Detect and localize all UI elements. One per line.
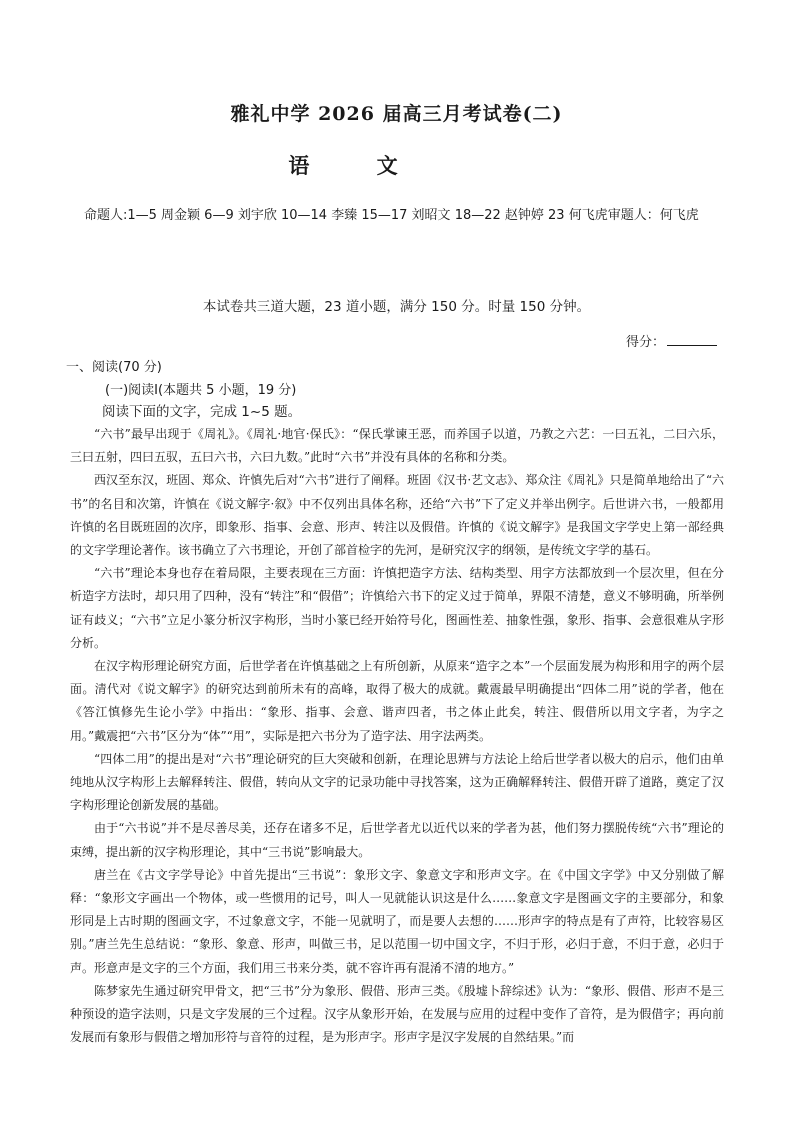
subsection-heading: (一)阅读Ⅰ(本题共 5 小题，19 分) <box>105 383 297 398</box>
exam-intro: 本试卷共三道大题，23 道小题，满分 150 分。时量 150 分钟。 <box>202 299 591 315</box>
score-label: 得分： <box>626 335 666 350</box>
passage-paragraph: 由于“六书说”并不是尽善尽美，还存在诸多不足，后世学者尤以近代以来的学者为甚，他们努力摆脱传统“六书”理论的束缚，提出新的汉字构形理论，其中“三书说”影响最大。 <box>70 821 724 859</box>
score-field <box>626 331 717 350</box>
exam-title: 雅礼中学 2026 届高三月考试卷(二) <box>230 103 563 125</box>
passage-paragraph: 西汉至东汉，班固、郑众、许慎先后对“六书”进行了阐释。班固《汉书·艺文志》、郑众注《周礼》只是简单地给出了“六书”的名目和次第，许慎在《说文解字·叙》中不仅列出具体名称，还给“六书”下了定义并举出例字。后世讲六书，一般都用许慎的名目既班固的次序，即象形、指事、会意、形声、转注以及假借。许慎的《说文解字》是我国文字学史上第一部经典的文字学理论著作。该书确立了六书理论，开创了部首检字的先河，是研究汉字的纲领，是传统文字学的基石。 <box>70 473 724 558</box>
authors-line: 命题人:1—5 周金颖 6—9 刘宇欣 10—14 李臻 15—17 刘昭文 18—22 赵钟婷 23 何飞虎审题人：何飞虎 <box>84 208 699 223</box>
score-blank <box>667 333 717 346</box>
passage-paragraph: “六书”理论本身也存在着局限，主要表现在三方面：许慎把造字方法、结构类型、用字方法都放到一个层次里，但在分析造字方法时，却只用了四种，没有“转注”和“假借”；许慎给六书下的定义过于简单，界限不清楚，意义不够明确，所举例证有歧义；“六书”立足小篆分析汉字构形，当时小篆已经开始符号化，图画性差、抽象性强，象形、指事、会意很难从字形分析。 <box>70 566 724 650</box>
passage-paragraph: 唐兰在《古文字学导论》中首先提出“三书说”：象形文字、象意文字和形声文字。在《中国文字学》中又分别做了解释：“象形文字画出一个物体，或一些惯用的记号，叫人一见就能认识这是什么……象意文字是图画文字的主要部分，和象形同是上古时期的图画文字，不过象意文字，不能一见就明了，而是要人去想的……形声字的特点是有了声符，比较容易区别。”唐兰先生总结说：“象形、象意、形声，叫做三书，足以范围一切中国文字，不归于形，必归于意，不归于意，必归于声。形意声是文字的三个方面，我们用三书来分类，就不容许再有混淆不清的地方。” <box>70 867 724 975</box>
passage-paragraph: “四体二用”的提出是对“六书”理论研究的巨大突破和创新，在理论思辨与方法论上给后世学者以极大的启示，他们由单纯地从汉字构形上去解释转注、假借，转向从文字的记录功能中寻找答案，这为正确解释转注、假借开辟了道路，奠定了汉字构形理论创新发展的基础。 <box>70 751 724 813</box>
subject-title: 语 文 <box>288 153 428 178</box>
passage-paragraph: “六书”最早出现于《周礼》。《周礼·地官·保氏》：“保氏掌谏王恶，而养国子以道，乃教之六艺：一曰五礼，二曰六乐，三曰五射，四曰五驭，五曰六书，六曰九数。”此时“六书”并没有具体的名称和分类。 <box>70 427 724 465</box>
section-heading: 一、阅读(70 分) <box>66 360 162 375</box>
reading-instruction: 阅读下面的文字，完成 1~5 题。 <box>102 404 302 420</box>
passage-paragraph: 在汉字构形理论研究方面，后世学者在许慎基础之上有所创新，从原来“造字之本”一个层面发展为构形和用字的两个层面。清代对《说文解字》的研究达到前所未有的高峰，取得了极大的成就。戴震最早明确提出“四体二用”说的学者，他在《答江慎修先生论小学》中指出：“象形、指事、会意、谐声四者，书之体止此矣，转注、假借所以用文字者，为字之用。”戴震把“六书”区分为“体”“用”，实际是把六书分为了造字法、用字法两类。 <box>70 659 724 743</box>
reading-passage <box>70 423 724 1049</box>
passage-paragraph: 陈梦家先生通过研究甲骨文，把“三书”分为象形、假借、形声三类。《殷墟卜辞综述》认为：“象形、假借、形声不是三种预设的造字法则，只是文字发展的三个过程。汉字从象形开始，在发展与应用的过程中变作了音符，是为假借字；再向前发展而有象形与假借之增加形符与音符的过程，是为形声字。形声字是汉字发展的自然结果。”而 <box>70 983 724 1045</box>
